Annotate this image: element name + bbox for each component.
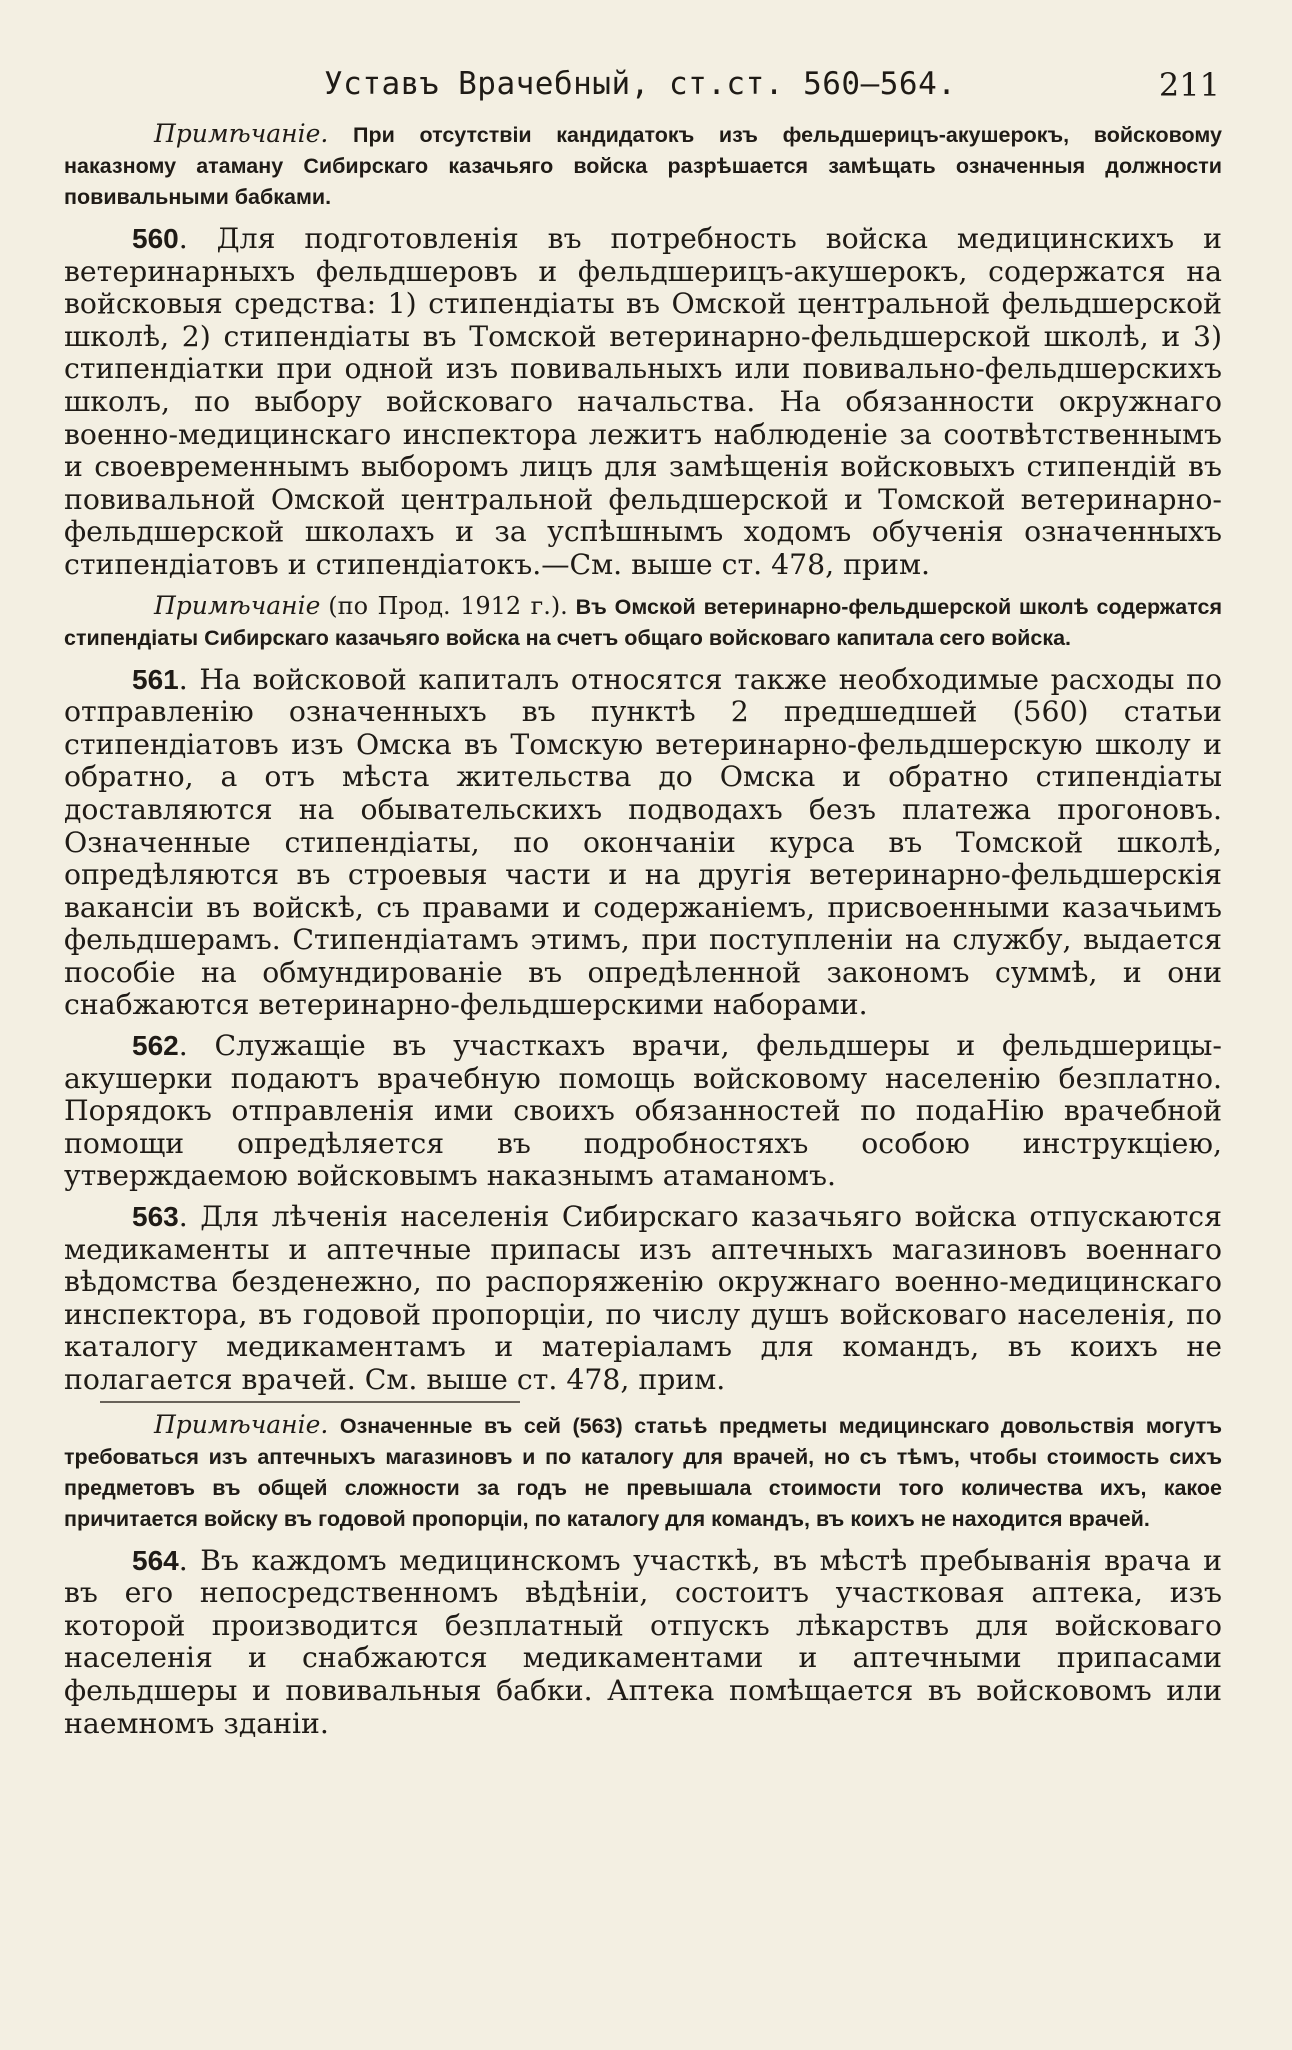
article-text: Въ каждомъ медицинскомъ участкѣ, въ мѣстѣ пребыванія врача и въ его непосредственномъ вѣдѣніи, состоитъ участковая аптека, изъ которой производится безплатный отпускъ лѣкарствъ для войсковаго населенія и снабжаются медикаментами и аптечными припасами фельдшеры и повивальныя бабки. Аптека помѣщается въ войсковомъ или наемномъ зданіи. (64, 1543, 1222, 1740)
article-562: 562. Служащіе въ участкахъ врачи, фельдшеры и фельдшерицы-акушерки подаютъ врачебную помощь войсковому населенію безплатно. Порядокъ отправленія ими своихъ обязанностей по подаНію врачебной помощи опредѣляется въ подробностяхъ особою инструкціею, утверждаемою войсковымъ наказнымъ атаманомъ. (64, 1029, 1222, 1193)
article-561: 561. На войсковой капиталъ относятся также необходимые расходы по отправленію означенныхъ въ пунктѣ 2 предшедшей (560) статьи стипендіатовъ изъ Омска въ Томскую ветеринарно-фельдшерскую школу и обратно, а отъ мѣста жительства до Омска и обратно стипендіаты доставляются на обывательскихъ подводахъ безъ платежа прогоновъ. Означенные стипендіаты, по окончаніи курса въ Томской школѣ, опредѣляются въ строевыя части и на другія ветеринарно-фельдшерскія вакансіи въ войскѣ, съ правами и содержаніемъ, присвоенными казачьимъ фельдшерамъ. Стипендіатамъ этимъ, при поступленіи на службу, выдается пособіе на обмундированіе въ опредѣленной закономъ суммѣ, и они снабжаются ветеринарно-фельдшерскими наборами. (64, 662, 1222, 1022)
article-number: 560 (132, 223, 179, 254)
article-number: 564 (132, 1544, 179, 1576)
article-number: 562 (132, 1030, 179, 1062)
note-label: Примѣчаніе (154, 590, 321, 620)
divider-rule (100, 1401, 520, 1403)
note-label: Примѣчаніе. (154, 119, 329, 148)
note-label: Примѣчаніе. (154, 1409, 329, 1439)
article-564: 564. Въ каждомъ медицинскомъ участкѣ, въ мѣстѣ пребыванія врача и въ его непосредственномъ вѣдѣніи, состоитъ участковая аптека, изъ которой производится безплатный отпускъ лѣкарствъ для войсковаго населенія и снабжаются медикаментами и аптечными припасами фельдшеры и повивальныя бабки. Аптека помѣщается въ войсковомъ или наемномъ зданіи. (64, 1543, 1222, 1740)
note-text: При отсутствіи кандидатокъ изъ фельдшерицъ-акушерокъ, войсковому наказному атаману Сибирскаго казачьяго войска разрѣшается замѣщать означенныя должности повивальными бабками. (64, 123, 1222, 209)
note-text: Означенные въ сей (563) статьѣ предметы медицинскаго довольствія могутъ требоваться изъ аптечныхъ магазиновъ и по каталогу для врачей, но съ тѣмъ, чтобы стоимость сихъ предметовъ въ общей сложности за годъ не превышала стоимости того количества ихъ, какое причитается войску въ годовой пропорціи, по каталогу для командъ, въ коихъ не находится врачей. (64, 1413, 1222, 1531)
note-block (64, 118, 1222, 213)
article-text: Для подготовленія въ потребность войска медицинскихъ и ветеринарныхъ фельдшеровъ и фельдшерицъ-акушерокъ, содержатся на войсковыя средства: 1) стипендіаты въ Омской центральной фельдшерской школѣ, 2) стипендіаты въ Томской ветеринарно-фельдшерской школѣ, и 3) стипендіатки при одной изъ повивальныхъ или повивально-фельдшерскихъ школъ, по выбору войсковаго начальства. На обязанности окружнаго военно-медицинскаго инспектора лежитъ наблюденіе за соотвѣтственнымъ и своевременнымъ выборомъ лицъ для замѣщенія войсковыхъ стипендій въ повивальной Омской центральной фельдшерской и Томской ветеринарно-фельдшерской школахъ и за успѣшнымъ ходомъ обученія означенныхъ стипендіатовъ и стипендіатокъ.—См. выше ст. 478, прим. (64, 222, 1222, 581)
note-source: (по Прод. 1912 г.). (328, 591, 568, 620)
running-header (64, 58, 1222, 118)
article-number: 561 (132, 663, 179, 695)
article-text: На войсковой капиталъ относятся также необходимые расходы по отправленію означенныхъ въ пунктѣ 2 предшедшей (560) статьи стипендіатовъ изъ Омска въ Томскую ветеринарно-фельдшерскую школу и обратно, а отъ мѣста жительства до Омска и обратно стипендіаты доставляются на обывательскихъ подводахъ безъ платежа прогоновъ. Означенные стипендіаты, по окончаніи курса въ Томской школѣ, опредѣляются въ строевыя части и на другія ветеринарно-фельдшерскія вакансіи въ войскѣ, съ правами и содержаніемъ, присвоенными казачьимъ фельдшерамъ. Стипендіатамъ этимъ, при поступленіи на службу, выдается пособіе на обмундированіе въ опредѣленной закономъ суммѣ, и они снабжаются ветеринарно-фельдшерскими наборами. (64, 662, 1222, 1022)
header-title: Уставъ Врачебный, ст.ст. 560—564. (324, 66, 957, 102)
note-block (64, 590, 1222, 654)
page-number: 211 (1158, 66, 1220, 104)
note-block (64, 1409, 1222, 1535)
article-text: Для лѣченія населенія Сибирскаго казачьяго войска отпускаются медикаменты и аптечные припасы изъ аптечныхъ магазиновъ военнаго вѣдомства безденежно, по распоряженію окружнаго военно-медицинскаго инспектора, въ годовой пропорціи, по числу душъ войсковаго населенія, по каталогу медикаментамъ и матеріаламъ для командъ, въ коихъ не полагается врачей. См. выше ст. 478, прим. (64, 1200, 1222, 1396)
note-text: Въ Омской ветеринарно-фельдшерской школѣ содержатся стипендіаты Сибирскаго казачьяго войска на счетъ общаго войсковаго капитала сего войска. (64, 594, 1223, 650)
article-text: Служащіе въ участкахъ врачи, фельдшеры и фельдшерицы-акушерки подаютъ врачебную помощь войсковому населенію безплатно. Порядокъ отправленія ими своихъ обязанностей по подаНію врачебной помощи опредѣляется въ подробностяхъ особою инструкціею, утверждаемою войсковымъ наказнымъ атаманомъ. (64, 1029, 1222, 1193)
article-number: 563 (132, 1201, 179, 1233)
article-560: 560. Для подготовленія въ потребность войска медицинскихъ и ветеринарныхъ фельдшеровъ и фельдшерицъ-акушерокъ, содержатся на войсковыя средства: 1) стипендіаты въ Омской центральной фельдшерской школѣ, 2) стипендіаты въ Томской ветеринарно-фельдшерской школѣ, и 3) стипендіатки при одной изъ повивальныхъ или повивально-фельдшерскихъ школъ, по выбору войсковаго начальства. На обязанности окружнаго военно-медицинскаго инспектора лежитъ наблюденіе за соотвѣтственнымъ и своевременнымъ выборомъ лицъ для замѣщенія войсковыхъ стипендій въ повивальной Омской центральной фельдшерской и Томской ветеринарно-фельдшерской школахъ и за успѣшнымъ ходомъ обученія означенныхъ стипендіатовъ и стипендіатокъ.—См. выше ст. 478, прим. (64, 222, 1222, 581)
article-563: 563. Для лѣченія населенія Сибирскаго казачьяго войска отпускаются медикаменты и аптечные припасы изъ аптечныхъ магазиновъ военнаго вѣдомства безденежно, по распоряженію окружнаго военно-медицинскаго инспектора, въ годовой пропорціи, по числу душъ войсковаго населенія, по каталогу медикаментамъ и матеріаламъ для командъ, въ коихъ не полагается врачей. См. выше ст. 478, прим. (64, 1200, 1222, 1396)
